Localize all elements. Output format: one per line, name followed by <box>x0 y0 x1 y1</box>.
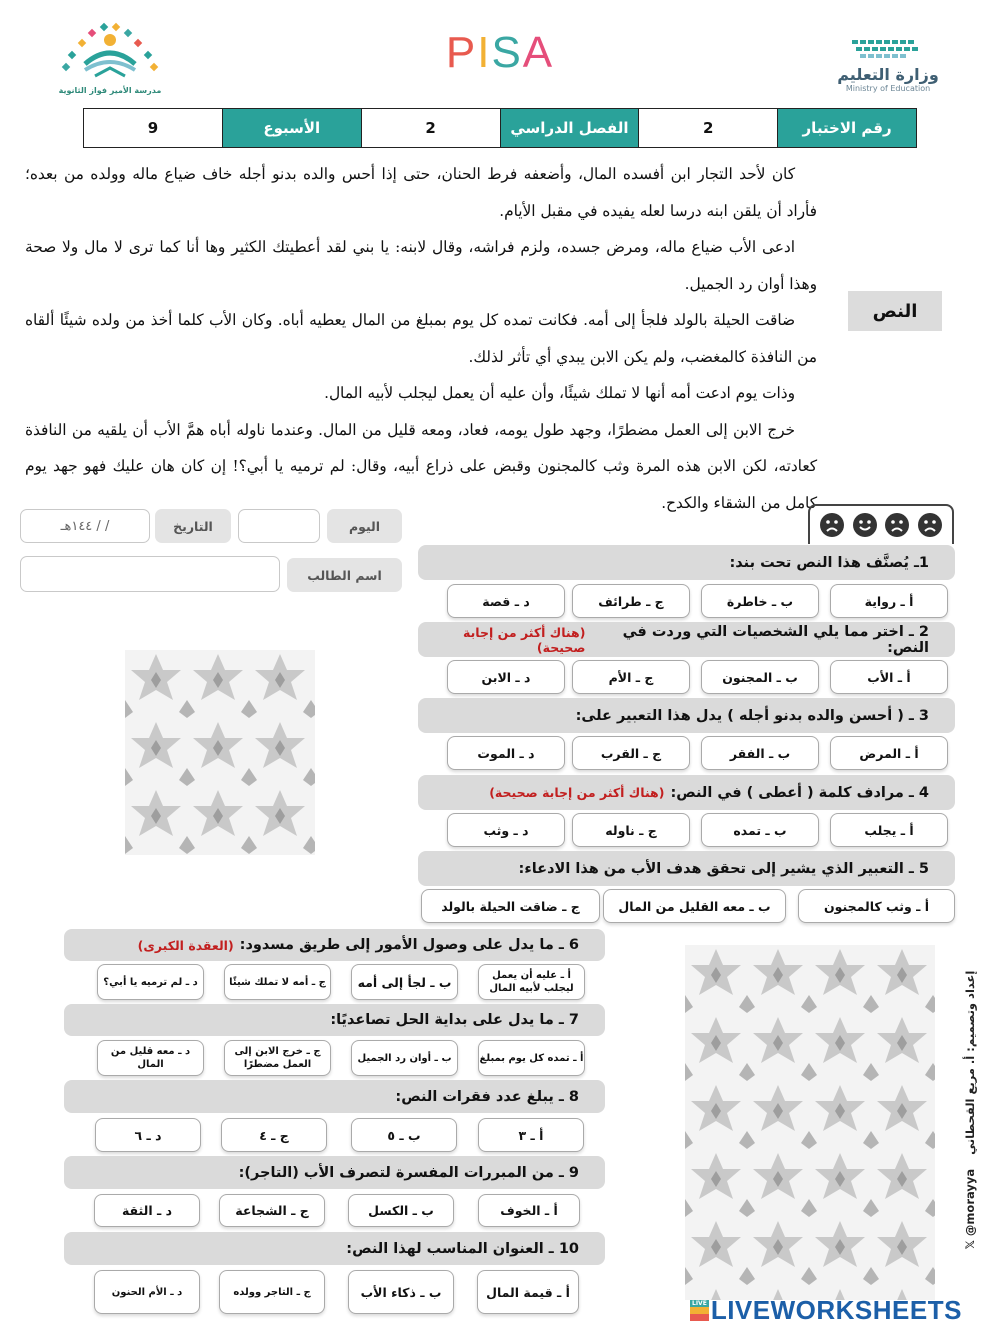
answer-option[interactable]: ج ـ ٤ <box>221 1118 327 1152</box>
student-name-label: اسم الطالب <box>287 558 402 592</box>
answer-option[interactable]: أ ـ الأب <box>830 660 948 694</box>
day-label: اليوم <box>327 509 402 543</box>
date-label: التاريخ <box>155 509 231 543</box>
answer-option[interactable]: ب ـ الفقر <box>701 736 819 770</box>
ministry-name-ar: وزارة التعليم <box>837 65 939 84</box>
liveworksheets-badge-icon <box>690 1300 709 1321</box>
answer-option[interactable]: ج ـ الأم <box>572 660 690 694</box>
answer-option[interactable]: أ ـ عليه أن يعمل ليجلب لأبيه المال <box>478 964 585 1000</box>
school-emblem-icon <box>55 20 165 82</box>
semester-value: 2 <box>361 109 500 147</box>
question-text: 2 ـ اختر مما يلي الشخصيات التي وردت في النص: <box>622 623 929 656</box>
question-8 <box>64 1080 605 1113</box>
geometric-pattern-icon <box>125 650 315 855</box>
answer-option[interactable]: أ ـ تمده كل يوم بمبلغ <box>478 1040 585 1076</box>
answer-option[interactable]: أ ـ الخوف <box>478 1194 580 1227</box>
question-note: (العقدة الكبرى) <box>137 937 234 953</box>
pisa-logo: PISA <box>445 28 555 77</box>
answer-option[interactable]: د ـ لم ترميه يا أبي؟ <box>97 964 204 1000</box>
semester-label: الفصل الدراسي <box>500 109 639 147</box>
sad-face-icon[interactable] <box>917 512 943 538</box>
question-4 <box>418 775 955 810</box>
answer-option[interactable]: أ ـ وثب كالمجنون <box>798 889 955 923</box>
passage-paragraph: ضاقت الحيلة بالولد فلجأ إلى أمه. فكانت تمده كل يوم بمبلغ من المال يعطيه أباه. وكان الأب كلما أخذ من ولده شيئًا ألقاه من النافذة كالمغضب، ولم يكن الابن يبدي أي تأثر لذلك. <box>25 311 817 366</box>
answer-option[interactable]: د ـ الابن <box>447 660 565 694</box>
answer-option[interactable]: ج ـ طرائف <box>572 584 690 618</box>
question-5 <box>418 851 955 886</box>
question-text: 1ـ يُصنَّف هذا النص تحت بند: <box>729 554 929 571</box>
ministry-logo <box>828 38 948 96</box>
student-name-input[interactable] <box>20 556 280 592</box>
passage-label: النص <box>848 291 942 331</box>
question-text: 8 ـ يبلغ عدد فقرات النص: <box>395 1088 579 1105</box>
question-text: 4 ـ مرادف كلمة ( أعطى ) في النص: <box>670 784 929 801</box>
liveworksheets-logo: LIVEWORKSHEETS <box>710 1294 962 1325</box>
passage-paragraph: ادعى الأب ضياع ماله، ومرض جسده، ولزم فراشه، وقال لابنه: يا بني لقد أعطيتك الكثير وها أنا كما ترى لا مال ولا صحة وهذا أوان رد الجميل. <box>25 238 817 293</box>
question-text: 3 ـ ( أحسن والده بدنو أجله ) يدل هذا التعبير على: <box>575 707 929 724</box>
question-9 <box>64 1156 605 1189</box>
answer-option[interactable]: ج ـ القرب <box>572 736 690 770</box>
answer-option[interactable]: ج ـ الشجاعة <box>219 1194 325 1227</box>
answer-option[interactable]: د ـ ٦ <box>95 1118 201 1152</box>
answer-option[interactable]: ج ـ أمه لا تملك شيئًا <box>224 964 331 1000</box>
answer-option[interactable]: أ ـ يجلب <box>830 813 948 847</box>
answer-option[interactable]: ب ـ لجأ إلى أمه <box>351 964 458 1000</box>
week-label: الأسبوع <box>222 109 361 147</box>
answer-option[interactable]: أ ـ ٣ <box>478 1118 584 1152</box>
day-input[interactable] <box>238 509 320 543</box>
week-value: 9 <box>147 119 159 137</box>
question-text: 5 ـ التعبير الذي يشير إلى تحقق هدف الأب من هذا الادعاء: <box>518 860 929 877</box>
answer-option[interactable]: أ ـ المرض <box>830 736 948 770</box>
geometric-pattern-icon <box>685 945 935 1300</box>
question-7 <box>64 1004 605 1036</box>
rating-faces <box>808 504 954 544</box>
question-6 <box>64 929 605 961</box>
question-3 <box>418 698 955 733</box>
answer-option[interactable]: د ـ معه قليل من المال <box>97 1040 204 1076</box>
answer-option[interactable]: ج ـ ضاقت الحيلة بالولد <box>421 889 600 923</box>
author-name: إعداد وتصميم: أ. مريع القحطاني <box>963 970 977 1155</box>
question-1 <box>418 545 955 580</box>
question-text: 10 ـ العنوان المناسب لهذا النص: <box>346 1240 579 1257</box>
author-handle: @morayya <box>963 1168 977 1237</box>
answer-option[interactable]: ب ـ الكسل <box>348 1194 454 1227</box>
sad-face-icon[interactable] <box>884 512 910 538</box>
sad-face-icon[interactable] <box>819 512 845 538</box>
passage-text <box>25 156 817 521</box>
x-logo-icon: 𝕏 <box>963 1240 977 1250</box>
passage-paragraph: خرج الابن إلى العمل مضطرًا، وجهد طول يومه، فعاد، ومعه قليل من المال. وعندما ناوله أباه همَّ الأب أن يلقيه من النافذة كعادته، لكن الابن هذه المرة وثب كالمجنون وقبض على ذراع أبيه، وقال: لم ترميه يا أبي؟! إن كان هان عليك فهو جهد يوم كامل من الشقاء والكدح. <box>25 420 817 512</box>
answer-option[interactable]: د ـ قصة <box>447 584 565 618</box>
liveworksheets-banner[interactable] <box>690 1294 990 1326</box>
author-credit <box>952 970 988 1250</box>
question-text: 7 ـ ما يدل على بداية الحل تصاعديًا: <box>330 1012 579 1028</box>
date-input[interactable]: / / ١٤٤هـ <box>20 509 150 543</box>
answer-option[interactable]: ج ـ التاجر وولده <box>219 1270 325 1314</box>
ministry-name-en: Ministry of Education <box>845 84 931 93</box>
question-text: 9 ـ من المبررات المفسرة لتصرف الأب (التاجر): <box>238 1164 579 1181</box>
question-text: 6 ـ ما يدل على وصول الأمور إلى طريق مسدود: <box>239 937 579 953</box>
answer-option[interactable]: ب ـ ذكاء الأب <box>348 1270 454 1314</box>
answer-option[interactable]: ب ـ خاطرة <box>701 584 819 618</box>
answer-option[interactable]: ب ـ معه القليل من المال <box>603 889 786 923</box>
question-note: (هناك أكثر من إجابة صحيحة) <box>489 785 665 800</box>
answer-option[interactable]: د ـ الموت <box>447 736 565 770</box>
school-logo <box>50 20 170 98</box>
info-table <box>83 108 917 148</box>
answer-option[interactable]: ب ـ ٥ <box>351 1118 457 1152</box>
happy-face-icon[interactable] <box>852 512 878 538</box>
question-2 <box>418 622 955 657</box>
answer-option[interactable]: ج ـ ناوله <box>572 813 690 847</box>
answer-option[interactable]: ج ـ خرج الابن إلى العمل مضطرًا <box>224 1040 331 1076</box>
test-number-value: 2 <box>638 109 777 147</box>
ministry-emblem-icon <box>848 38 928 66</box>
school-name: مدرسة الأمير فواز الثانوية <box>58 86 162 95</box>
answer-option[interactable]: ب ـ أوان رد الجميل <box>351 1040 458 1076</box>
answer-option[interactable]: ب ـ تمده <box>701 813 819 847</box>
answer-option[interactable]: د ـ الثقة <box>94 1194 200 1227</box>
answer-option[interactable]: د ـ الأم الحنون <box>94 1270 200 1314</box>
answer-option[interactable]: ب ـ المجنون <box>701 660 819 694</box>
passage-paragraph: كان لأحد التجار ابن أفسده المال، وأضعفه فرط الحنان، حتى إذا أحس والده بدنو أجله خاف ضياع ماله وولده من بعده؛ فأراد أن يلقن ابنه درسا لعله يفيده في مقبل الأيام. <box>25 165 817 220</box>
question-10 <box>64 1232 605 1265</box>
answer-option[interactable]: د ـ وثب <box>447 813 565 847</box>
question-note: (هناك أكثر من إجابة صحيحة) <box>463 624 586 655</box>
answer-option[interactable]: أ ـ رواية <box>830 584 948 618</box>
answer-option[interactable]: أ ـ قيمة المال <box>477 1270 579 1314</box>
test-number-label: رقم الاختبار <box>777 109 916 147</box>
liveworksheets-badge: LIVE <box>692 1299 707 1307</box>
passage-paragraph: وذات يوم ادعت أمه أنها لا تملك شيئًا، وأن عليه أن يعمل ليجلب لأبيه المال. <box>324 384 795 402</box>
